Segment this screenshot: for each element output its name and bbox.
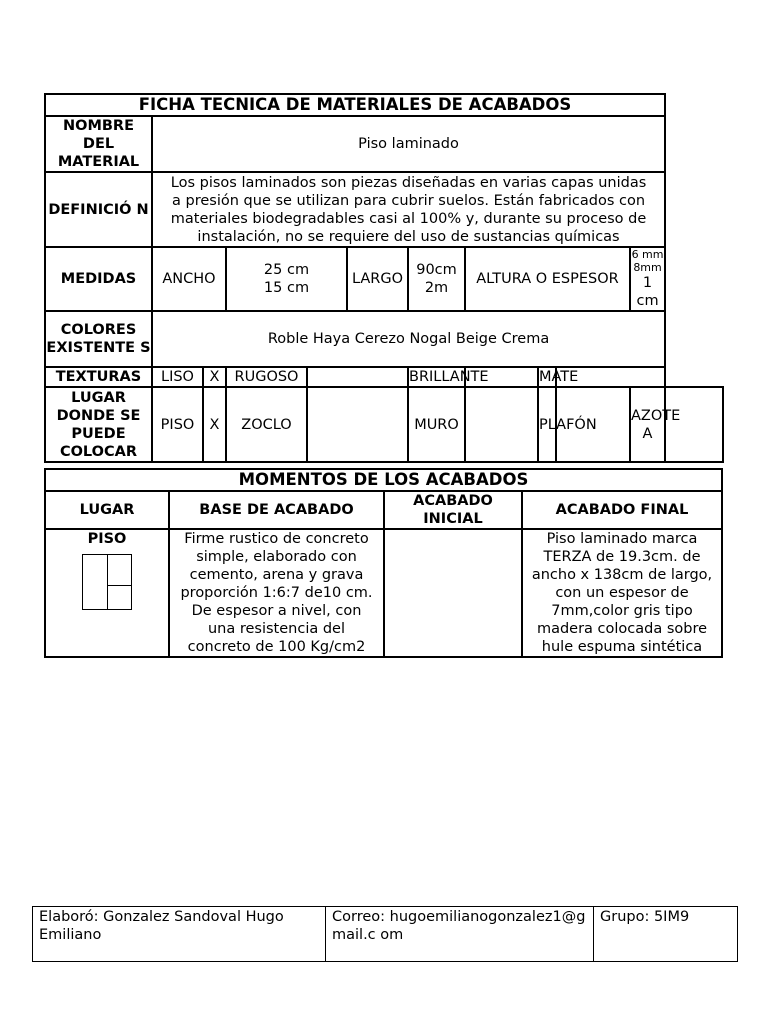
row-base: Firme rustico de concreto simple, elaborado con cemento, arena y grava proporción 1:6:7 de10 cm. De espesor a nivel, con una resistencia del concreto de 100 Kg/cm2 — [169, 529, 384, 657]
espesor-value — [630, 247, 665, 311]
largo-value-2: 2m — [424, 280, 449, 296]
row-lugar — [45, 529, 169, 657]
footer-table — [32, 906, 738, 962]
largo-value-1: 90cm — [416, 262, 457, 278]
lugar-label: LUGAR DONDE SE PUEDE COLOCAR — [45, 387, 152, 462]
textura-mate: MATE — [539, 369, 579, 385]
colores-value: Roble Haya Cerezo Nogal Beige Crema — [152, 311, 665, 367]
footer-grupo: Grupo: 5IM9 — [594, 907, 738, 962]
footer-elaboro: Elaboró: Gonzalez Sandoval Hugo Emiliano — [33, 907, 326, 962]
lugar-muro: MURO — [408, 387, 465, 462]
textura-liso: LISO — [152, 367, 203, 387]
ancho-label: ANCHO — [152, 247, 226, 311]
espesor-value-1: 6 mm — [631, 248, 664, 261]
colores-label: COLORES EXISTENTE S — [45, 311, 152, 367]
lugar-piso-mark: X — [203, 387, 226, 462]
texturas-label: TEXTURAS — [45, 367, 152, 387]
col-inicial: ACABADO INICIAL — [384, 491, 522, 529]
row-inicial — [384, 529, 522, 657]
nombre-value: Piso laminado — [152, 116, 665, 172]
espesor-value-3: 1 cm — [636, 275, 659, 309]
momentos-title: MOMENTOS DE LOS ACABADOS — [45, 469, 722, 491]
ficha-title: FICHA TECNICA DE MATERIALES DE ACABADOS — [45, 94, 665, 116]
espesor-value-2: 8mm — [633, 261, 662, 274]
col-final: ACABADO FINAL — [522, 491, 722, 529]
largo-value — [408, 247, 465, 311]
lugar-muro-mark — [465, 387, 538, 462]
largo-label: LARGO — [347, 247, 408, 311]
col-lugar: LUGAR — [45, 491, 169, 529]
altura-label: ALTURA O ESPESOR — [465, 247, 630, 311]
lugar-azotea-mark — [665, 387, 723, 462]
medidas-label: MEDIDAS — [45, 247, 152, 311]
lugar-plafon: PLAFÓN — [538, 387, 556, 462]
col-base: BASE DE ACABADO — [169, 491, 384, 529]
textura-rugoso-mark — [307, 367, 408, 387]
textura-liso-mark: X — [203, 367, 226, 387]
row-lugar-label: PISO — [87, 531, 127, 547]
lugar-piso: PISO — [152, 387, 203, 462]
ancho-value — [226, 247, 347, 311]
textura-rugoso: RUGOSO — [226, 367, 307, 387]
definicion-label: DEFINICIÓ N — [45, 172, 152, 247]
lugar-zoclo-mark — [307, 387, 408, 462]
ancho-value-2: 15 cm — [263, 280, 310, 296]
row-final: Piso laminado marca TERZA de 19.3cm. de ancho x 138cm de largo, con un espesor de 7mm,color gris tipo madera colocada sobre hule espuma sintética — [522, 529, 722, 657]
floor-plan-icon — [82, 554, 132, 610]
lugar-zoclo: ZOCLO — [226, 387, 307, 462]
ancho-value-1: 25 cm — [263, 262, 310, 278]
ficha-tecnica-table — [44, 93, 724, 463]
momentos-table — [44, 468, 723, 658]
lugar-azotea: AZOTE A — [630, 387, 665, 462]
definicion-value: Los pisos laminados son piezas diseñadas en varias capas unidas a presión que se utilizan para cubrir suelos. Están fabricados con materiales biodegradables casi al 100% y, durante su proceso de instalación, no se requiere del uso de sustancias químicas — [152, 172, 665, 247]
nombre-label: NOMBRE DEL MATERIAL — [45, 116, 152, 172]
footer-correo: Correo: hugoemilianogonzalez1@gmail.c om — [326, 907, 594, 962]
textura-brillante: BRILLANTE — [409, 369, 489, 385]
